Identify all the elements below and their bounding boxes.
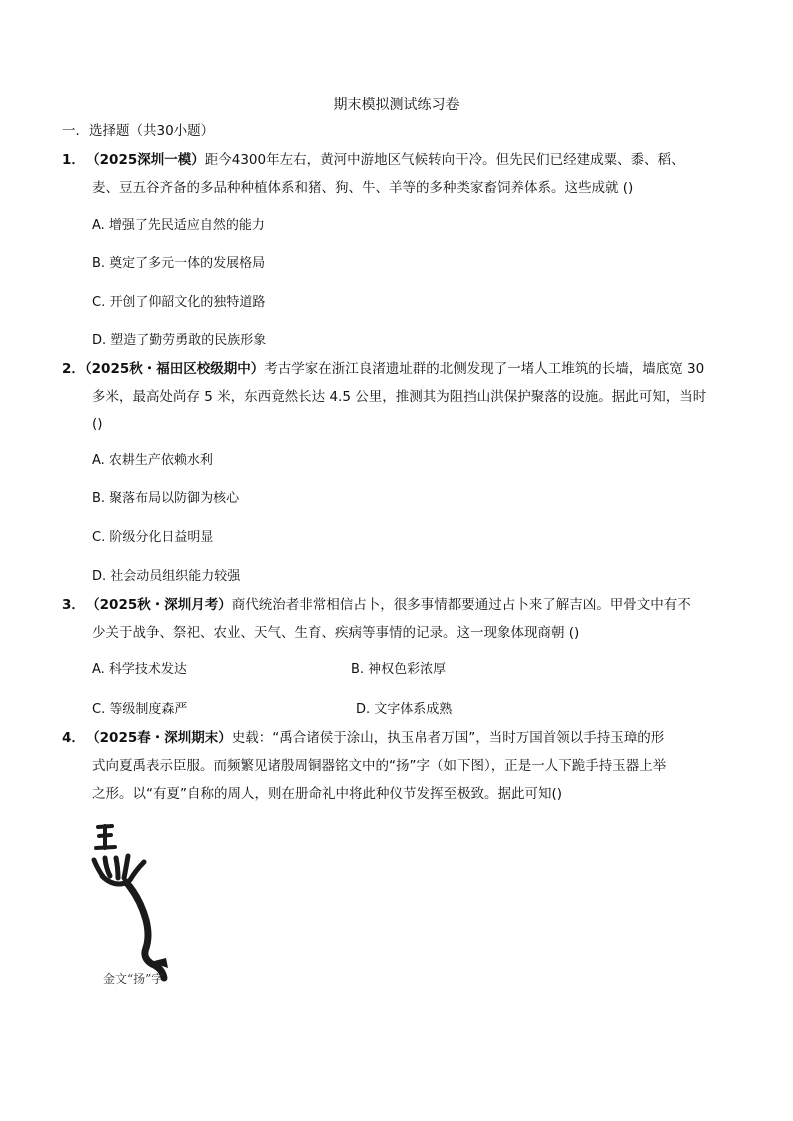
question-3-option-a[interactable]: A. 科学技术发达 [92,662,187,677]
question-4-source: （2025春・深圳期末） [92,730,232,746]
question-1-text-1: 距今4300年左右，黄河中游地区气候转向干冷。但先民们已经建成粟、黍、稻、 [204,152,685,168]
question-3-text-1: 商代统治者非常相信占卜，很多事情都要通过占卜来了解吉凶。甲骨文中有不 [231,597,691,613]
question-2-option-a[interactable]: A. 农耕生产依赖水利 [92,453,213,468]
question-2-line-2: 多米，最高处尚存 5 米，东西竟然长达 4.5 公里，推测其为阻挡山洪保护聚落的设施。据此可知，当时 [92,389,707,405]
question-1-line-2: 麦、豆五谷齐备的多品种种植体系和猪、狗、牛、羊等的多种类家畜饲养体系。这些成就 () [92,180,634,196]
figure-caption: 金文“扬”字 [103,972,164,986]
bronze-inscription-yang-glyph-image [88,818,198,993]
page-title: 期末模拟测试练习卷 [333,97,460,113]
question-1-source: （2025深圳一模） [92,152,205,168]
question-4-line-1 [62,729,664,747]
question-2-option-d[interactable]: D. 社会动员组织能力较强 [92,569,241,584]
question-1-option-c[interactable]: C. 开创了仰韶文化的独特道路 [92,295,266,310]
question-3-number: 3． [62,597,85,613]
question-2-option-c[interactable]: C. 阶级分化日益明显 [92,530,214,545]
section-heading: 一．选择题（共30小题） [62,123,215,139]
question-3-option-d[interactable]: D. 文字体系成熟 [356,702,453,717]
question-2-number: 2． [62,361,85,377]
question-1-option-d[interactable]: D. 塑造了勤劳勇敢的民族形象 [92,333,267,348]
question-4-number: 4． [62,730,85,746]
question-4-text-1: 史载：“禹合诸侯于涂山，执玉帛者万国”，当时万国首领以手持玉璋的形 [231,730,665,746]
question-3-source: （2025秋・深圳月考） [92,597,232,613]
question-4-line-3: 之形。以“有夏”自称的周人，则在册命礼中将此种仪节发挥至极致。据此可知() [92,786,563,802]
question-2-option-b[interactable]: B. 聚落布局以防御为核心 [92,491,240,506]
question-3-option-b[interactable]: B. 神权色彩浓厚 [351,662,447,677]
question-1-option-a[interactable]: A. 增强了先民适应自然的能力 [92,218,265,233]
question-1-number: 1． [62,152,85,168]
question-2-line-3: () [92,416,103,432]
question-3-line-1 [62,596,691,614]
question-2-line-1 [62,360,704,378]
question-3-line-2: 少关于战争、祭祀、农业、天气、生育、疾病等事情的记录。这一现象体现商朝 () [92,625,580,641]
question-4-line-2: 式向夏禹表示臣服。而频繁见诸殷周铜器铭文中的“扬”字（如下图），正是一人下跪手持玉器上举 [92,758,667,774]
question-1-option-b[interactable]: B. 奠定了多元一体的发展格局 [92,256,266,271]
question-3-option-c[interactable]: C. 等级制度森严 [92,702,188,717]
question-1-line-1 [62,151,685,169]
question-2-source: （2025秋・福田区校级期中） [84,361,265,377]
question-2-text-1: 考古学家在浙江良渚遗址群的北侧发现了一堵人工堆筑的长墙，墙底宽 30 [264,361,705,377]
